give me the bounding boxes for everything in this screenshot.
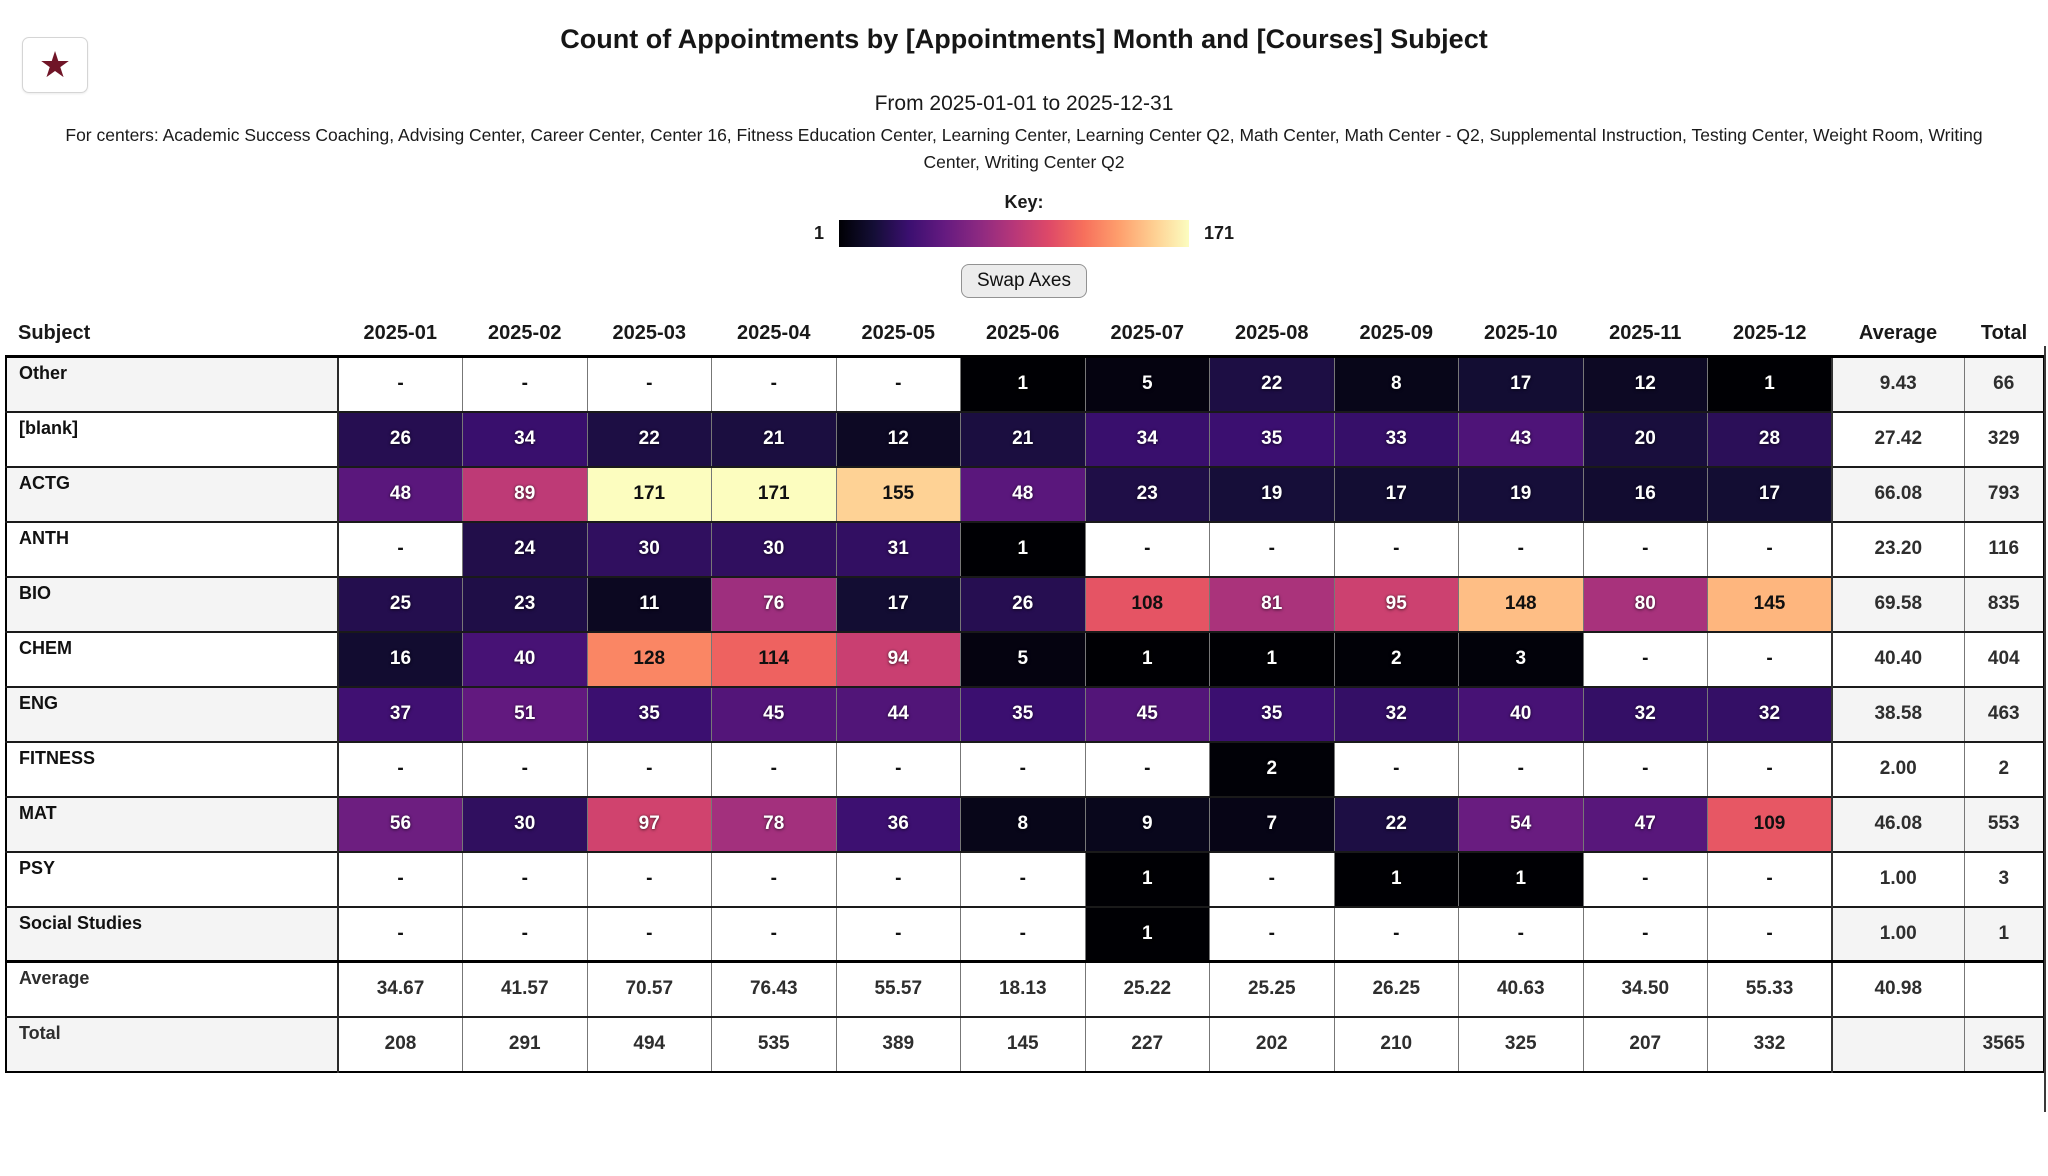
heat-cell: 81 (1210, 577, 1335, 632)
summary-value-cell: 389 (836, 1017, 961, 1072)
empty-heat-cell: - (1459, 522, 1584, 577)
heat-cell: 145 (1708, 577, 1833, 632)
empty-heat-cell: - (961, 742, 1086, 797)
heat-cell: 12 (1583, 357, 1708, 412)
summary-value-cell: 227 (1085, 1017, 1210, 1072)
summary-value-cell: 202 (1210, 1017, 1335, 1072)
summary-value-cell: 208 (338, 1017, 463, 1072)
empty-heat-cell: - (1583, 852, 1708, 907)
column-header-2025-12: 2025-12 (1708, 311, 1833, 357)
heat-cell: 1 (1334, 852, 1459, 907)
heat-cell: 171 (587, 467, 712, 522)
heat-cell: 30 (463, 797, 588, 852)
total-cell: 329 (1964, 412, 2044, 467)
empty-heat-cell: - (1708, 522, 1833, 577)
subject-cell: Social Studies (6, 907, 338, 962)
column-header-2025-09: 2025-09 (1334, 311, 1459, 357)
summary-value-cell: 18.13 (961, 962, 1086, 1017)
heat-cell: 23 (463, 577, 588, 632)
heat-cell: 2 (1210, 742, 1335, 797)
heat-cell: 30 (587, 522, 712, 577)
subject-cell: CHEM (6, 632, 338, 687)
total-cell: 463 (1964, 687, 2044, 742)
total-cell: 1 (1964, 907, 2044, 962)
heat-cell: 40 (1459, 687, 1584, 742)
subject-cell: Average (6, 962, 338, 1017)
heat-cell: 19 (1210, 467, 1335, 522)
table-row (6, 357, 2044, 412)
summary-value-cell: 25.25 (1210, 962, 1335, 1017)
average-cell: 27.42 (1832, 412, 1964, 467)
heat-cell: 48 (338, 467, 463, 522)
summary-value-cell: 535 (712, 1017, 837, 1072)
header-row (6, 311, 2044, 357)
empty-heat-cell: - (1583, 522, 1708, 577)
summary-value-cell: 34.50 (1583, 962, 1708, 1017)
heat-cell: 43 (1459, 412, 1584, 467)
empty-heat-cell: - (1583, 632, 1708, 687)
heat-cell: 95 (1334, 577, 1459, 632)
summary-value-cell: 26.25 (1334, 962, 1459, 1017)
empty-heat-cell: - (712, 852, 837, 907)
empty-heat-cell: - (587, 852, 712, 907)
heat-cell: 35 (1210, 687, 1335, 742)
heat-cell: 1 (1085, 907, 1210, 962)
subject-cell: BIO (6, 577, 338, 632)
empty-heat-cell: - (587, 357, 712, 412)
key-max-label: 171 (1203, 223, 1235, 243)
heat-cell: 32 (1708, 687, 1833, 742)
column-header-2025-06: 2025-06 (961, 311, 1086, 357)
swap-axes-button[interactable]: Swap Axes (961, 264, 1087, 298)
heat-cell: 76 (712, 577, 837, 632)
heat-cell: 26 (338, 412, 463, 467)
table-row (6, 797, 2044, 852)
heat-cell: 9 (1085, 797, 1210, 852)
heat-cell: 5 (1085, 357, 1210, 412)
column-header-2025-08: 2025-08 (1210, 311, 1335, 357)
heat-cell: 109 (1708, 797, 1833, 852)
column-header-2025-07: 2025-07 (1085, 311, 1210, 357)
key-label: Key: (1004, 192, 1044, 212)
heat-cell: 1 (1708, 357, 1833, 412)
empty-heat-cell: - (836, 852, 961, 907)
summary-value-cell: 207 (1583, 1017, 1708, 1072)
heat-cell: 21 (961, 412, 1086, 467)
heat-cell: 56 (338, 797, 463, 852)
average-cell: 23.20 (1832, 522, 1964, 577)
summary-value-cell: 76.43 (712, 962, 837, 1017)
subject-cell: PSY (6, 852, 338, 907)
empty-heat-cell: - (338, 742, 463, 797)
empty-heat-cell: - (1459, 907, 1584, 962)
heat-cell: 32 (1334, 687, 1459, 742)
heat-cell: 2 (1334, 632, 1459, 687)
heat-cell: 1 (1210, 632, 1335, 687)
table-row (6, 687, 2044, 742)
heat-cell: 114 (712, 632, 837, 687)
heat-cell: 11 (587, 577, 712, 632)
heat-cell: 35 (1210, 412, 1335, 467)
table-row (6, 467, 2044, 522)
key-gradient-bar (839, 220, 1189, 247)
heat-cell: 22 (587, 412, 712, 467)
heat-cell: 89 (463, 467, 588, 522)
average-cell: 66.08 (1832, 467, 1964, 522)
empty-heat-cell: - (1583, 742, 1708, 797)
column-header-2025-04: 2025-04 (712, 311, 837, 357)
subject-cell: Other (6, 357, 338, 412)
summary-value-cell: 34.67 (338, 962, 463, 1017)
total-cell: 66 (1964, 357, 2044, 412)
heat-cell: 17 (1334, 467, 1459, 522)
table-row (6, 632, 2044, 687)
heat-cell: 8 (1334, 357, 1459, 412)
heat-cell: 128 (587, 632, 712, 687)
empty-heat-cell: - (836, 357, 961, 412)
heat-cell: 80 (1583, 577, 1708, 632)
star-icon: ★ (38, 44, 72, 85)
average-cell (1832, 1017, 1964, 1072)
average-cell: 69.58 (1832, 577, 1964, 632)
average-cell: 2.00 (1832, 742, 1964, 797)
heat-cell: 28 (1708, 412, 1833, 467)
empty-heat-cell: - (1334, 907, 1459, 962)
empty-heat-cell: - (463, 907, 588, 962)
summary-value-cell: 41.57 (463, 962, 588, 1017)
table-row (6, 577, 2044, 632)
table-row (6, 852, 2044, 907)
heat-cell: 51 (463, 687, 588, 742)
empty-heat-cell: - (712, 742, 837, 797)
heat-cell: 31 (836, 522, 961, 577)
subject-cell: Total (6, 1017, 338, 1072)
empty-heat-cell: - (961, 907, 1086, 962)
heat-cell: 45 (712, 687, 837, 742)
column-header-2025-11: 2025-11 (1583, 311, 1708, 357)
heat-cell: 37 (338, 687, 463, 742)
empty-heat-cell: - (836, 907, 961, 962)
heat-cell: 19 (1459, 467, 1584, 522)
summary-value-cell: 25.22 (1085, 962, 1210, 1017)
heat-cell: 1 (1085, 852, 1210, 907)
empty-heat-cell: - (1085, 742, 1210, 797)
empty-heat-cell: - (338, 357, 463, 412)
summary-value-cell: 40.63 (1459, 962, 1584, 1017)
heat-cell: 94 (836, 632, 961, 687)
empty-heat-cell: - (712, 357, 837, 412)
summary-row (6, 962, 2044, 1017)
heat-cell: 1 (1085, 632, 1210, 687)
empty-heat-cell: - (1708, 632, 1833, 687)
heatmap-table-container (5, 311, 2048, 1073)
heat-cell: 30 (712, 522, 837, 577)
heat-cell: 171 (712, 467, 837, 522)
summary-value-cell: 55.33 (1708, 962, 1833, 1017)
empty-heat-cell: - (1708, 742, 1833, 797)
heat-cell: 24 (463, 522, 588, 577)
heat-cell: 40 (463, 632, 588, 687)
subject-cell: [blank] (6, 412, 338, 467)
average-cell: 40.98 (1832, 962, 1964, 1017)
total-cell: 2 (1964, 742, 2044, 797)
summary-value-cell: 325 (1459, 1017, 1584, 1072)
column-header-total: Total (1964, 311, 2044, 357)
summary-value-cell: 494 (587, 1017, 712, 1072)
subject-cell: ANTH (6, 522, 338, 577)
heat-cell: 1 (1459, 852, 1584, 907)
empty-heat-cell: - (1708, 852, 1833, 907)
heat-cell: 148 (1459, 577, 1584, 632)
total-cell: 793 (1964, 467, 2044, 522)
empty-heat-cell: - (587, 907, 712, 962)
summary-value-cell: 291 (463, 1017, 588, 1072)
column-header-2025-01: 2025-01 (338, 311, 463, 357)
empty-heat-cell: - (1085, 522, 1210, 577)
average-cell: 38.58 (1832, 687, 1964, 742)
total-cell: 553 (1964, 797, 2044, 852)
heat-cell: 17 (836, 577, 961, 632)
empty-heat-cell: - (961, 852, 1086, 907)
heat-cell: 45 (1085, 687, 1210, 742)
centers-list: For centers: Academic Success Coaching, Advising Center, Career Center, Center 16, Fitness Education Center, Learning Center, Learning Center Q2, Math Center, Math Center - Q2, Supplemental Instruction, Testing Center, Weight Room, Writing Center, Writing Center Q2 (65, 125, 1983, 172)
empty-heat-cell: - (1334, 742, 1459, 797)
column-header-2025-05: 2025-05 (836, 311, 961, 357)
summary-value-cell: 210 (1334, 1017, 1459, 1072)
column-header-2025-02: 2025-02 (463, 311, 588, 357)
heat-cell: 17 (1459, 357, 1584, 412)
column-header-subject: Subject (6, 311, 338, 357)
heat-cell: 3 (1459, 632, 1584, 687)
average-cell: 1.00 (1832, 852, 1964, 907)
heat-cell: 78 (712, 797, 837, 852)
page-title: Count of Appointments by [Appointments] Month and [Courses] Subject (560, 24, 1488, 54)
heat-cell: 44 (836, 687, 961, 742)
heat-cell: 26 (961, 577, 1086, 632)
heat-cell: 22 (1210, 357, 1335, 412)
total-cell: 116 (1964, 522, 2044, 577)
heat-cell: 5 (961, 632, 1086, 687)
average-cell: 40.40 (1832, 632, 1964, 687)
total-cell: 835 (1964, 577, 2044, 632)
empty-heat-cell: - (1583, 907, 1708, 962)
column-header-2025-10: 2025-10 (1459, 311, 1584, 357)
summary-row (6, 1017, 2044, 1072)
empty-heat-cell: - (1708, 907, 1833, 962)
total-cell: 3 (1964, 852, 2044, 907)
empty-heat-cell: - (338, 522, 463, 577)
empty-heat-cell: - (1210, 907, 1335, 962)
total-cell: 3565 (1964, 1017, 2044, 1072)
summary-value-cell: 70.57 (587, 962, 712, 1017)
empty-heat-cell: - (463, 742, 588, 797)
heat-cell: 22 (1334, 797, 1459, 852)
table-row (6, 522, 2044, 577)
empty-heat-cell: - (587, 742, 712, 797)
table-row (6, 907, 2044, 962)
average-cell: 46.08 (1832, 797, 1964, 852)
subject-cell: FITNESS (6, 742, 338, 797)
empty-heat-cell: - (1459, 742, 1584, 797)
empty-heat-cell: - (1210, 852, 1335, 907)
column-header-2025-03: 2025-03 (587, 311, 712, 357)
summary-value-cell: 332 (1708, 1017, 1833, 1072)
heat-cell: 1 (961, 522, 1086, 577)
date-range: From 2025-01-01 to 2025-12-31 (874, 92, 1174, 115)
summary-value-cell: 55.57 (836, 962, 961, 1017)
average-cell: 1.00 (1832, 907, 1964, 962)
subject-cell: ACTG (6, 467, 338, 522)
subject-cell: MAT (6, 797, 338, 852)
heat-cell: 7 (1210, 797, 1335, 852)
empty-heat-cell: - (338, 852, 463, 907)
heat-cell: 25 (338, 577, 463, 632)
subject-cell: ENG (6, 687, 338, 742)
empty-heat-cell: - (1334, 522, 1459, 577)
heat-cell: 35 (961, 687, 1086, 742)
heat-cell: 54 (1459, 797, 1584, 852)
empty-heat-cell: - (712, 907, 837, 962)
summary-value-cell: 145 (961, 1017, 1086, 1072)
heat-cell: 48 (961, 467, 1086, 522)
heat-cell: 8 (961, 797, 1086, 852)
key-legend (0, 220, 2048, 247)
heatmap-table (5, 311, 2045, 1073)
heat-cell: 17 (1708, 467, 1833, 522)
empty-heat-cell: - (338, 907, 463, 962)
heat-cell: 47 (1583, 797, 1708, 852)
empty-heat-cell: - (1210, 522, 1335, 577)
heat-cell: 21 (712, 412, 837, 467)
heat-cell: 155 (836, 467, 961, 522)
heat-cell: 36 (836, 797, 961, 852)
total-cell: 404 (1964, 632, 2044, 687)
total-cell (1964, 962, 2044, 1017)
empty-heat-cell: - (463, 357, 588, 412)
heat-cell: 32 (1583, 687, 1708, 742)
heat-cell: 16 (1583, 467, 1708, 522)
heat-cell: 33 (1334, 412, 1459, 467)
heat-cell: 108 (1085, 577, 1210, 632)
column-header-average: Average (1832, 311, 1964, 357)
heat-cell: 34 (463, 412, 588, 467)
empty-heat-cell: - (836, 742, 961, 797)
heat-cell: 23 (1085, 467, 1210, 522)
container-right-border (2044, 346, 2046, 1112)
table-row (6, 412, 2044, 467)
empty-heat-cell: - (463, 852, 588, 907)
heat-cell: 97 (587, 797, 712, 852)
heat-cell: 20 (1583, 412, 1708, 467)
heat-cell: 35 (587, 687, 712, 742)
table-row (6, 742, 2044, 797)
heat-cell: 1 (961, 357, 1086, 412)
heat-cell: 16 (338, 632, 463, 687)
heat-cell: 34 (1085, 412, 1210, 467)
favorite-star-button[interactable] (22, 37, 88, 93)
key-min-label: 1 (813, 223, 824, 243)
average-cell: 9.43 (1832, 357, 1964, 412)
heat-cell: 12 (836, 412, 961, 467)
